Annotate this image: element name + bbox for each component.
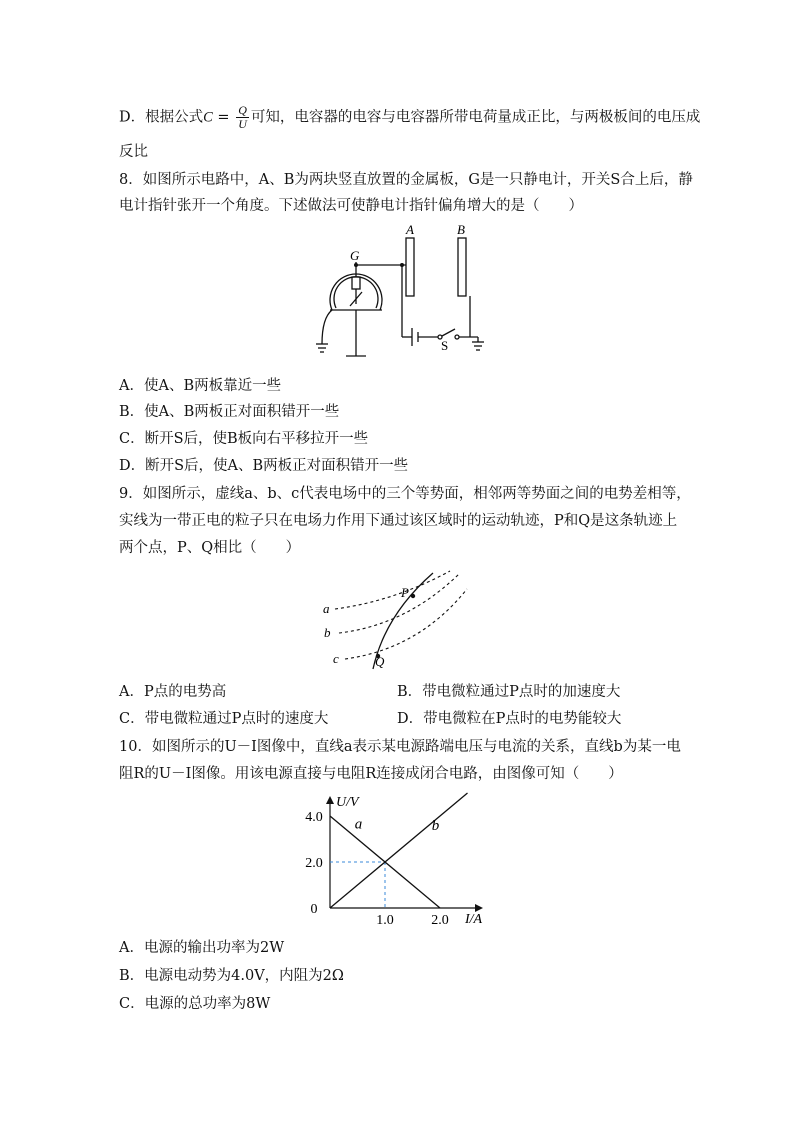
label-q: Q (375, 654, 385, 669)
y-tick-label: 0 (310, 902, 318, 917)
x-tick-label: 1.0 (376, 913, 394, 928)
q7-option-d (119, 104, 700, 131)
q10-option-c: C．电源的总功率为8W (119, 996, 271, 1012)
y-axis-label: U/V (336, 795, 359, 810)
q9-option-a: A．P点的电势高 (119, 684, 227, 700)
label-c: c (333, 651, 339, 666)
formula-c: C (203, 109, 213, 126)
q8-stem-line2: 电计指针张开一个角度。下述做法可使静电计指针偏角增大的是（ ） (119, 198, 583, 214)
label-a: A (406, 222, 414, 237)
q9-stem-line2: 实线为一带正电的粒子只在电场力作用下通过该区域时的运动轨迹，P和Q是这条轨迹上 (119, 513, 678, 529)
label-p: P (401, 585, 409, 600)
formula-eq: = (212, 109, 235, 126)
q10-stem-line2: 阻R的U－I图像。用该电源直接与电阻R连接成闭合电路，由图像可知（ ） (119, 766, 623, 782)
q8-stem-line1: 8．如图所示电路中，A、B为两块竖直放置的金属板，G是一只静电计，开关S合上后，静 (119, 172, 693, 188)
label-s: S (441, 338, 449, 353)
label-b: B (457, 222, 465, 237)
label-b: b (324, 625, 331, 640)
q9-option-d: D．带电微粒在P点时的电势能较大 (397, 711, 622, 727)
q10-option-a: A．电源的输出功率为2W (119, 940, 285, 956)
q9-field-figure (315, 565, 475, 675)
series-label-a: a (354, 816, 363, 833)
q8-circuit-figure (310, 222, 500, 367)
label-g: G (350, 248, 360, 263)
y-tick-label: 2.0 (305, 856, 323, 871)
x-tick-label: 2.0 (431, 913, 449, 928)
q7-optD-pre: D．根据公式 (119, 109, 204, 126)
formula-denominator: U (238, 117, 247, 131)
q8-option-b: B．使A、B两板正对面积错开一些 (119, 404, 340, 420)
q9-stem-line1: 9．如图所示，虚线a、b、c代表电场中的三个等势面，相邻两等势面之间的电势差相等， (119, 486, 691, 502)
label-a: a (323, 601, 330, 616)
q9-option-b: B．带电微粒通过P点时的加速度大 (397, 684, 621, 700)
series-line-b (330, 793, 468, 908)
q10-stem-line1: 10．如图所示的U－I图像中，直线a表示某电源路端电压与电流的关系，直线b为某一电 (119, 739, 681, 755)
series-label-b: b (431, 817, 440, 834)
q7-option-d-cont: 反比 (119, 144, 148, 160)
q7-optD-post: 可知，电容器的电容与电容器所带电荷量成正比，与两极板间的电压成 (250, 109, 701, 126)
q10-ui-graph (300, 790, 490, 930)
q9-stem-line3: 两个点，P、Q相比（ ） (119, 540, 301, 556)
x-axis-label: I/A (465, 912, 483, 927)
q8-option-a: A．使A、B两板靠近一些 (119, 378, 282, 394)
q8-option-d: D．断开S后，使A、B两板正对面积错开一些 (119, 458, 409, 474)
q8-option-c: C．断开S后，使B板向右平移拉开一些 (119, 431, 369, 447)
formula-fraction (236, 104, 249, 131)
y-tick-label: 4.0 (305, 810, 323, 825)
q9-option-c: C．带电微粒通过P点时的速度大 (119, 711, 329, 727)
formula-numerator: Q (238, 103, 247, 117)
q10-option-b: B．电源电动势为4.0V，内阻为2Ω (119, 968, 344, 984)
